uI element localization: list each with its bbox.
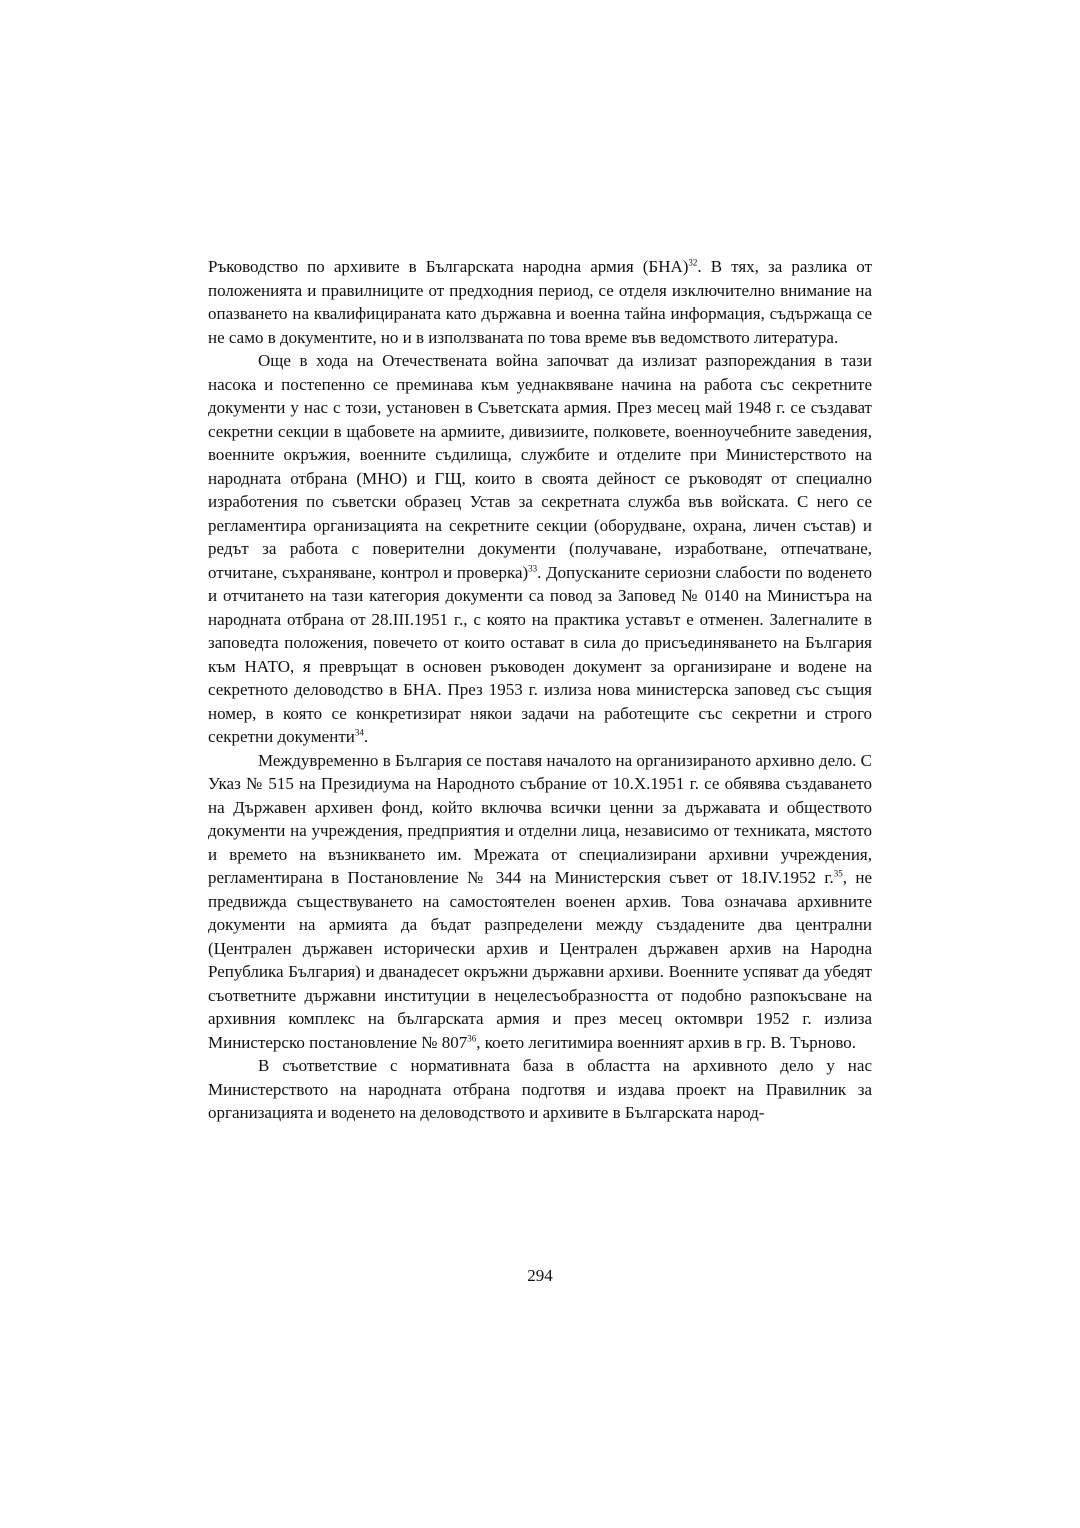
text-run: В съответствие с нормативната база в областта на архивното дело у нас Министерството на народната отбрана подготвя и издава проект на Правилник за организацията и воденето на деловодството и архивите в Българската народ-	[208, 1056, 872, 1122]
page-body	[208, 255, 872, 1125]
text-run: , не предвижда съществуването на самостоятелен военен архив. Това означава архивните документи на армията да бъдат разпределени между създадените два централни (Централен държавен исторически архив и Централен държавен архив на Народна Република България) и дванадесет окръжни държавни архиви. Военните успяват да убедят съответните държавни институции в нецелесъобразността от подобно разпокъсване на архивния комплекс на българската армия и през месец октомври 1952 г. излиза Министерско постановление № 807	[208, 868, 872, 1052]
footnote-reference: 34	[354, 727, 364, 738]
text-run: . В тях, за разлика от положенията и правилниците от предходния период, се отделя изключително внимание на опазването на квалифицираната като държавна и военна тайна информация, съдържаща се не само в документите, но и в използваната по това време във ведомството литература.	[208, 257, 873, 347]
paragraph	[208, 1054, 872, 1125]
footnote-reference: 33	[528, 562, 538, 573]
footnote-reference: 36	[467, 1032, 477, 1043]
text-run: .	[363, 727, 369, 746]
text-run: . Допусканите сериозни слабости по воденето и отчитането на тази категория документи са повод за Заповед № 0140 на Министъра на народната отбрана от 28.III.1951 г., с която на практика уставът е отменен. Залегналите в заповедта положения, повечето от които остават в сила до присъединяването на България към НАТО, я превръщат в основен ръководен документ за организиране и водене на секретното деловодство в БНА. През 1953 г. излиза нова министерска заповед със същия номер, в която се конкретизират някои задачи на работещите със секретни и строго секретни документи	[208, 562, 873, 746]
footnote-reference: 32	[688, 257, 698, 268]
page-number: 294	[527, 1266, 553, 1285]
text-run: Още в хода на Отечествената война започват да излизат разпореждания в тази насока и постепенно се преминава към уеднаквяване начина на работа със секретните документи у нас с този, установен в Съветската армия. През месец май 1948 г. се създават секретни секции в щабовете на армиите, дивизиите, полковете, военноучебните заведения, военните окръжия, военните съдилища, службите и отделите при Министерството на народната отбрана (МНО) и ГЩ, които в своята дейност се ръководят от специално изработения по съветски образец Устав за секретната служба във войската. С него се регламентира организацията на секретните секции (оборудване, охрана, личен състав) и редът за работа с поверителни документи (получаване, изработване, отпечатване, отчитане, съхраняване, контрол и проверка)	[208, 351, 872, 582]
footnote-reference: 35	[833, 868, 843, 879]
paragraph	[208, 255, 872, 349]
paragraph	[208, 749, 872, 1055]
text-run: Ръководство по архивите в Българската народна армия (БНА)	[208, 257, 689, 276]
text-run: Междувременно в България се поставя началото на организираното архивно дело. С Указ № 515 на Президиума на Народното събрание от 10.X.1951 г. се обявява създаването на Държавен архивен фонд, който включва всички ценни за държавата и обществото документи на учреждения, предприятия и отделни лица, независимо от техниката, мястото и времето на възникването им. Мрежата от специализирани архивни учреждения, регламентирана в Постановление № 344 на Министерския съвет от 18.IV.1952 г.	[208, 750, 872, 887]
text-run: , което легитимира военният архив в гр. В. Търново.	[476, 1032, 857, 1052]
paragraph	[208, 349, 872, 749]
